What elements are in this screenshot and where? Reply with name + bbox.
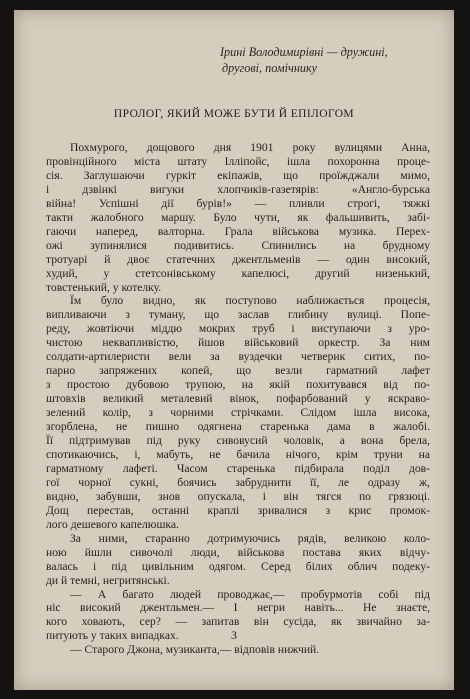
book-page: [14, 10, 454, 690]
body-text: [46, 141, 430, 657]
dedication-line: Ірині Володимирівні — дружині,: [220, 45, 388, 59]
text-line: За ними, старанно дотримуючись рядів, великою коло-: [70, 531, 430, 545]
text-line: випливаючи з туману, що заслав глибину вулиці. Попе-: [46, 308, 430, 322]
paragraph: [46, 141, 430, 294]
text-line: спотикаючись, і, мабуть, не бачила нічого, крім труни на: [46, 447, 430, 461]
text-line: війна! Успішні дії бурів!» — пливли строгі, тяжкі: [46, 196, 430, 210]
text-line: Дощ перестав, останні краплі зривалися з крис промок-: [46, 503, 430, 517]
text-line: гарматному лафеті. Часом старенька підбирала поділ дов-: [46, 461, 430, 475]
text-line: ожі зупинялися подивитись. Спинились на брудному: [46, 238, 430, 252]
dedication-line: другові, помічнику: [222, 60, 318, 75]
text-line: солдати-артилеристи вели за вуздечки четверик ситих, по-: [46, 350, 430, 364]
text-line: і дзвінкі вигуки хлопчиків-газетярів: «Англо-бурська: [46, 182, 430, 196]
text-line: Її підтримував під руку сивовусий чоловік, а вона брела,: [46, 434, 430, 448]
text-line: Їм було видно, як поступово наближається процесія,: [70, 294, 430, 308]
text-line: питують у таких випадках.: [46, 629, 179, 643]
paragraph: [46, 643, 430, 657]
paragraph: [46, 532, 430, 588]
text-line: ніс високий джентльмен.— І негри навіть... Не знаєте,: [46, 601, 430, 615]
text-line: ною йшли сивочолі люди, військова постава яких відчу-: [46, 545, 430, 559]
text-line: сія. Заглушаючи гуркіт екіпажів, що проїжджали мимо,: [46, 168, 430, 182]
text-line: штовхів великий металевий вінок, пофарбований у яскраво-: [46, 392, 430, 406]
text-line: з простою дубовою трупою, на якій похитувався від по-: [46, 378, 430, 392]
text-line: ди й темні, негритянські.: [46, 573, 170, 587]
text-line: — Старого Джона, музиканта,— відповів нижчий.: [70, 643, 320, 657]
text-line: реду, жовтіючи міддю мокрих труб і виступаючи з уро-: [46, 322, 430, 336]
page-number: 3: [231, 628, 237, 642]
text-line: валась і під цивільним одягом. Серед білих облич подеку-: [46, 559, 430, 573]
text-line: гої чорної сукні, боячись забруднити її, ле одразу ж,: [46, 475, 430, 489]
paragraph: [46, 294, 430, 531]
text-line: лого дешевого капелюшка.: [46, 517, 179, 531]
text-line: такти жалобного маршу. Було чути, як фальшивить, забі-: [46, 210, 430, 224]
text-line: гаючи наперед, валторна. Грала військова музика. Перех-: [46, 224, 430, 238]
text-line: видно, забувши, знов опускала, і він тягся по грязюці.: [46, 489, 430, 503]
text-line: парно запряжених копей, що везли гарматний лафет: [46, 364, 430, 378]
text-line: згорблена, не пишно одягнена старенька дама в жалобі.: [46, 420, 430, 434]
text-line: худий, у стетсонівському капелюсі, другий низенький,: [46, 266, 430, 280]
text-line: — А багато людей проводжає,— пробурмотів собі під: [70, 587, 430, 601]
text-line: Похмурого, дощового дня 1901 року вулицями Анна,: [70, 141, 430, 154]
chapter-heading: ПРОЛОГ, ЯКИЙ МОЖЕ БУТИ Й ЕПІЛОГОМ: [113, 108, 355, 120]
text-line: провінційного міста штату Ілліпойс, ішла похоронна проце-: [46, 154, 430, 168]
text-line: тротуарі й двоє статечних джентльменів — один високий,: [46, 252, 430, 266]
text-line: кого ховають, сер? — запитав він сусіда, як звичайно за-: [46, 615, 430, 629]
dedication: [220, 45, 446, 76]
text-line: товстенький, у котелку.: [46, 280, 162, 294]
text-line: зелений колір, з чорними стрічками. Слідом ішла висока,: [46, 406, 430, 420]
text-line: чистою неквапливістю, йшов військовий оркестр. За ним: [46, 336, 430, 350]
